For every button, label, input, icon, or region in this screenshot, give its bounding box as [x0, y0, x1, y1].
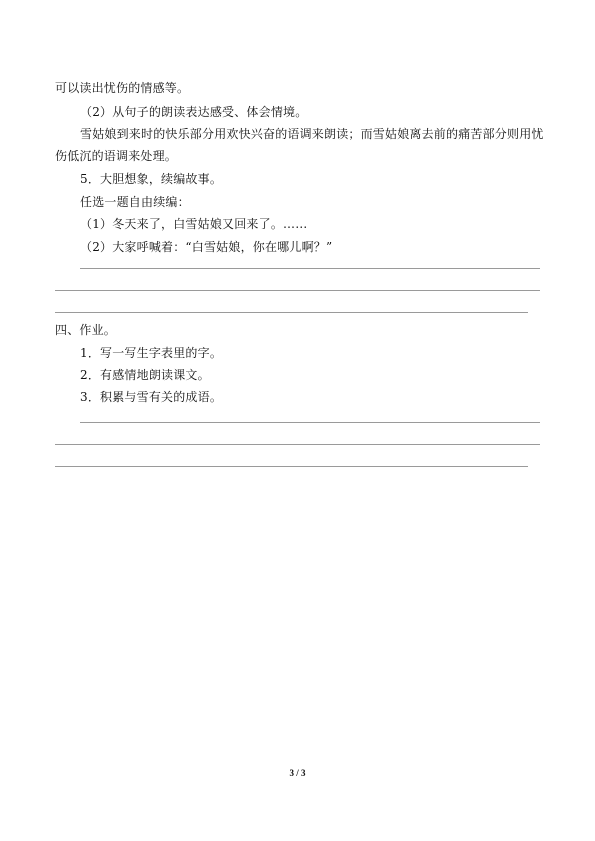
answer-line[interactable]	[55, 466, 528, 467]
homework-item: 2．有感情地朗读课文。	[80, 368, 210, 382]
answer-line[interactable]	[80, 422, 540, 423]
answer-line[interactable]	[55, 312, 528, 313]
homework-item: 1．写一写生字表里的字。	[80, 346, 223, 360]
answer-line[interactable]	[55, 444, 540, 445]
section-heading: 四、作业。	[55, 323, 117, 337]
text-line: 伤低沉的语调来处理。	[55, 149, 178, 163]
answer-line[interactable]	[80, 268, 540, 269]
page-number: 3 / 3	[289, 768, 306, 778]
text-line: （2）大家呼喊着：“白雪姑娘，你在哪儿啊？”	[80, 240, 333, 254]
text-line: 任选一题自由续编：	[80, 195, 190, 209]
answer-line[interactable]	[55, 290, 540, 291]
homework-item: 3．积累与雪有关的成语。	[80, 390, 223, 404]
text-line: 可以读出忧伤的情感等。	[55, 81, 190, 95]
text-line: （1）冬天来了，白雪姑娘又回来了。……	[80, 217, 308, 231]
text-line: 雪姑娘到来时的快乐部分用欢快兴奋的语调来朗读；而雪姑娘离去前的痛苦部分则用忧	[80, 127, 544, 141]
text-line: 5．大胆想象，续编故事。	[80, 172, 223, 186]
text-line: （2）从句子的朗读表达感受、体会情境。	[80, 105, 308, 119]
